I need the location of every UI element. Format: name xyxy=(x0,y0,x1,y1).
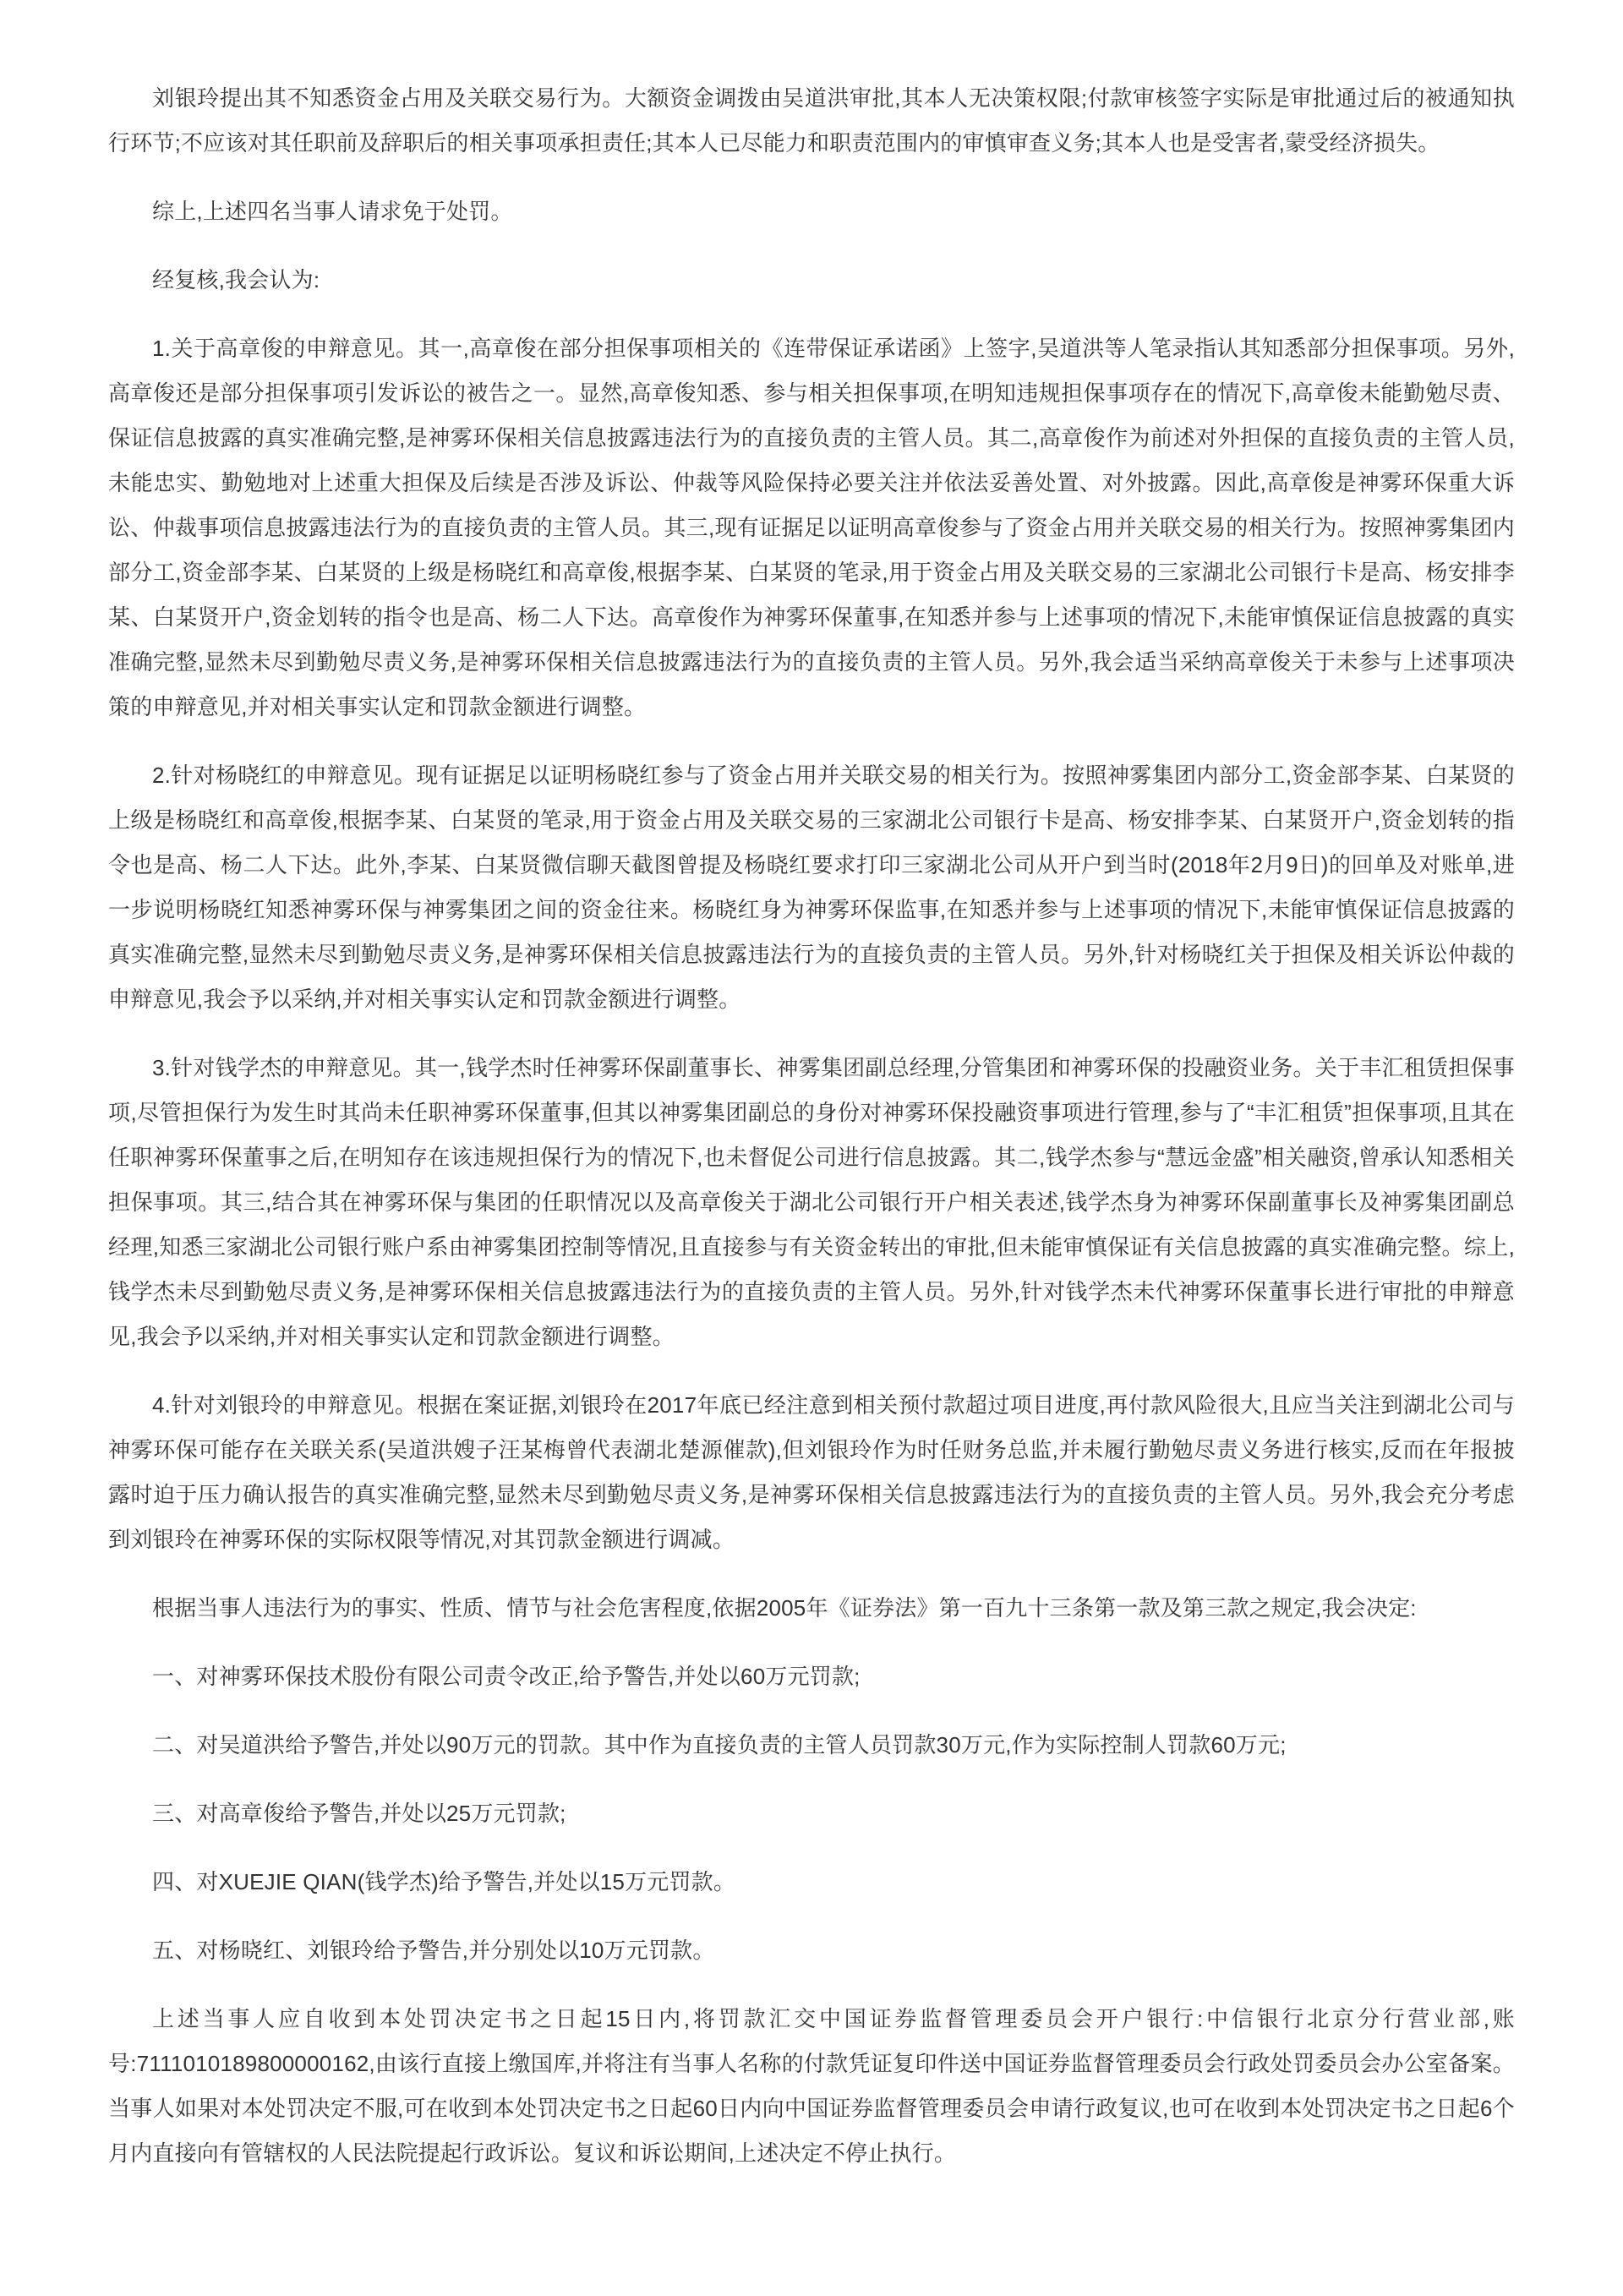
paragraph-decision-item-3: 三、对高章俊给予警告,并处以25万元罚款; xyxy=(152,1801,566,1826)
paragraph-opinion-4-liu-yinling: 4.针对刘银玲的申辩意见。根据在案证据,刘银玲在2017年底已经注意到相关预付款超过项目进度,再付款风险很大,且应当关注到湖北公司与神雾环保可能存在关联关系(吴道洪嫂子汪某梅曾代表湖北楚源催款),但刘银玲作为时任财务总监,并未履行勤勉尽责义务进行核实,反而在年报披露时迫于压力确认报告的真实准确完整,显然未尽到勤勉尽责义务,是神雾环保相关信息披露违法行为的直接负责的主管人员。另外,我会充分考虑到刘银玲在神雾环保的实际权限等情况,对其罚款金额进行调减。 xyxy=(108,1392,1515,1552)
paragraph-decision-item-2: 二、对吴道洪给予警告,并处以90万元的罚款。其中作为直接负责的主管人员罚款30万元,作为实际控制人罚款60万元; xyxy=(152,1732,1287,1758)
paragraph-opinion-1-gao-zhangjun: 1.关于高章俊的申辩意见。其一,高章俊在部分担保事项相关的《连带保证承诺函》上签字,吴道洪等人笔录指认其知悉部分担保事项。另外,高章俊还是部分担保事项引发诉讼的被告之一。显然,高章俊知悉、参与相关担保事项,在明知违规担保事项存在的情况下,高章俊未能勤勉尽责、保证信息披露的真实准确完整,是神雾环保相关信息披露违法行为的直接负责的主管人员。其二,高章俊作为前述对外担保的直接负责的主管人员,未能忠实、勤勉地对上述重大担保及后续是否涉及诉讼、仲裁等风险保持必要关注并依法妥善处置、对外披露。因此,高章俊是神雾环保重大诉讼、仲裁事项信息披露违法行为的直接负责的主管人员。其三,现有证据足以证明高章俊参与了资金占用并关联交易的相关行为。按照神雾集团内部分工,资金部李某、白某贤的上级是杨晓红和高章俊,根据李某、白某贤的笔录,用于资金占用及关联交易的三家湖北公司银行卡是高、杨安排李某、白某贤开户,资金划转的指令也是高、杨二人下达。高章俊作为神雾环保董事,在知悉并参与上述事项的情况下,未能审慎保证信息披露的真实准确完整,显然未尽到勤勉尽责义务,是神雾环保相关信息披露违法行为的直接负责的主管人员。另外,我会适当采纳高章俊关于未参与上述事项决策的申辩意见,并对相关事实认定和罚款金额进行调整。 xyxy=(108,336,1515,719)
paragraph-summary-request-exemption: 综上,上述四名当事人请求免于处罚。 xyxy=(152,199,513,224)
administrative-penalty-decision-document xyxy=(108,0,1515,2294)
paragraph-liu-yinling-defense-summary: 刘银玲提出其不知悉资金占用及关联交易行为。大额资金调拨由吴道洪审批,其本人无决策权限;付款审核签字实际是审批通过后的被通知执行环节;不应该对其任职前及辞职后的相关事项承担责任;其本人已尽能力和职责范围内的审慎审查义务;其本人也是受害者,蒙受经济损失。 xyxy=(108,85,1515,156)
paragraph-decision-item-5: 五、对杨晓红、刘银玲给予警告,并分别处以10万元罚款。 xyxy=(152,1938,715,1963)
paragraph-decision-item-4: 四、对XUEJIE QIAN(钱学杰)给予警告,并处以15万元罚款。 xyxy=(152,1869,736,1894)
paragraph-opinion-2-yang-xiaohong: 2.针对杨晓红的申辩意见。现有证据足以证明杨晓红参与了资金占用并关联交易的相关行为。按照神雾集团内部分工,资金部李某、白某贤的上级是杨晓红和高章俊,根据李某、白某贤的笔录,用于资金占用及关联交易的三家湖北公司银行卡是高、杨安排李某、白某贤开户,资金划转的指令也是高、杨二人下达。此外,李某、白某贤微信聊天截图曾提及杨晓红要求打印三家湖北公司从开户到当时(2018年2月9日)的回单及对账单,进一步说明杨晓红知悉神雾环保与神雾集团之间的资金往来。杨晓红身为神雾环保监事,在知悉并参与上述事项的情况下,未能审慎保证信息披露的真实准确完整,显然未尽到勤勉尽责义务,是神雾环保相关信息披露违法行为的直接负责的主管人员。另外,针对杨晓红关于担保及相关诉讼仲裁的申辩意见,我会予以采纳,并对相关事实认定和罚款金额进行调整。 xyxy=(108,763,1515,1012)
paragraph-opinion-3-qian-xuejie: 3.针对钱学杰的申辩意见。其一,钱学杰时任神雾环保副董事长、神雾集团副总经理,分管集团和神雾环保的投融资业务。关于丰汇租赁担保事项,尽管担保行为发生时其尚未任职神雾环保董事,但其以神雾集团副总的身份对神雾环保投融资事项进行管理,参与了“丰汇租赁”担保事项,且其在任职神雾环保董事之后,在明知存在该违规担保行为的情况下,也未督促公司进行信息披露。其二,钱学杰参与“慧远金盛”相关融资,曾承认知悉相关担保事项。其三,结合其在神雾环保与集团的任职情况以及高章俊关于湖北公司银行开户相关表述,钱学杰身为神雾环保副董事长及神雾集团副总经理,知悉三家湖北公司银行账户系由神雾集团控制等情况,且直接参与有关资金转出的审批,但未能审慎保证有关信息披露的真实准确完整。综上,钱学杰未尽到勤勉尽责义务,是神雾环保相关信息披露违法行为的直接负责的主管人员。另外,针对钱学杰未代神雾环保董事长进行审批的申辩意见,我会予以采纳,并对相关事实认定和罚款金额进行调整。 xyxy=(108,1055,1515,1349)
paragraph-review-intro: 经复核,我会认为: xyxy=(152,267,320,292)
paragraph-decision-basis: 根据当事人违法行为的事实、性质、情节与社会危害程度,依据2005年《证券法》第一百九十三条第一款及第三款之规定,我会决定: xyxy=(152,1595,1417,1621)
paragraph-decision-item-1: 一、对神雾环保技术股份有限公司责令改正,给予警告,并处以60万元罚款; xyxy=(152,1664,861,1689)
paragraph-payment-and-appeal-instructions: 上述当事人应自收到本处罚决定书之日起15日内,将罚款汇交中国证券监督管理委员会开户银行:中信银行北京分行营业部,账号:7111010189800000162,由该行直接上缴国库,并将注有当事人名称的付款凭证复印件送中国证券监督管理委员会行政处罚委员会办公室备案。当事人如果对本处罚决定不服,可在收到本处罚决定书之日起60日内向中国证券监督管理委员会申请行政复议,也可在收到本处罚决定书之日起6个月内直接向有管辖权的人民法院提起行政诉讼。复议和诉讼期间,上述决定不停止执行。 xyxy=(108,2006,1515,2166)
